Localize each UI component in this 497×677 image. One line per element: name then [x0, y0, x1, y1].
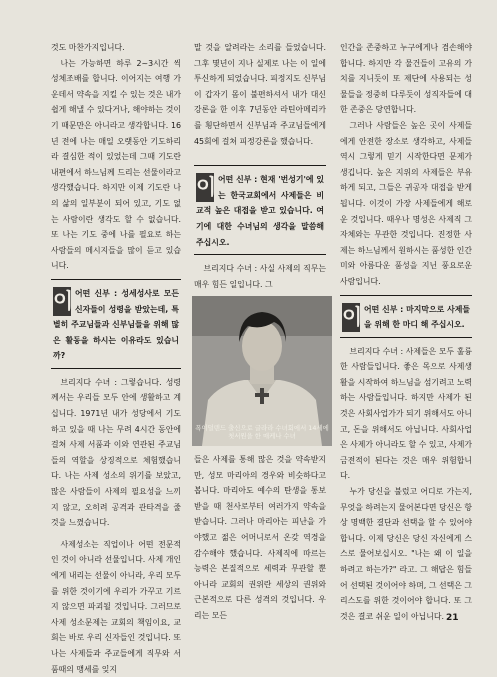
- paragraph: 브리지다 수녀 : 그렇습니다. 성령께서는 우리들 모두 안에 생활하고 계십니다. 1971년 내가 성당에서 기도하고 있을 때 나는 무려 4시간 동안에 걸쳐 사제 서품과 이와 연관된 주교님들의 역할을 상징적으로 체험했습니다. 나는 사제 성소의 위기를 보았고, 많은 사람들이 사제의 필요성을 느끼지 않고, 오히려 공격과 관타격을 줄 것을 느꼈습니다.: [51, 377, 181, 528]
- question: [342, 302, 470, 333]
- paragraph: 들은 사제를 통해 많은 것을 약속받지만, 성모 마리아의 경우와 비슷하다고 봅니다. 마리아도 예수의 탄생을 통보받을 때 천사로부터 여러가지 약속을 받습니다. 그러나 마리아는 피난을 가야했고 젊은 어머니로서 온갖 역경을 감수해야 했습니다. 사제직에 따르는 능력은 본질적으로 세력과 무관할 뿐 아니라 교회의 권위란 세상의 권위와 근본적으로 다른 성격의 것입니다. 우리는 모든: [194, 455, 326, 620]
- paragraph: 그러나 사람들은 높은 곳이 사제들에게 안전한 장소로 생각하고, 사제들 역시 그렇게 믿기 시작한다면 문제가 생깁니다. 높은 지위의 사제들은 부유하게 되고, 그들은 귀공자 대접을 받게 됩니다. 이것이 가장 사제들에게 해로운 것입니다. 때우나 명성은 사제직 그 자체와는 무관한 것입니다. 진정한 사제는 하느님께서 원하시는 품성한 인간미와 아름다운 품성을 지닌 풍요로운 사람입니다.: [340, 120, 472, 286]
- column-1: [51, 40, 181, 677]
- column-3: [340, 40, 472, 624]
- question-box: [194, 165, 326, 255]
- drop-cap: 이: [196, 173, 214, 202]
- drop-cap: 이: [53, 287, 71, 316]
- paragraph: 브리지다 수녀 : 사실 사제의 직무는 매우 힘든 일입니다. 그: [194, 264, 326, 289]
- question-text: 어떤 신부 : 현재 '번성기'에 있는 한국교회에서 사제들은 비교적 높은 대접을 받고 있습니다. 여기에 대한 수녀님의 생각을 말씀해 주십시오.: [196, 175, 324, 247]
- paragraph: 것도 마찬가지입니다.: [51, 43, 125, 52]
- question: [53, 286, 179, 364]
- question-text: 어떤 신부 : 마지막으로 사제들을 위해 한 마디 해 주십시오.: [364, 304, 470, 330]
- paragraph: 나는 가능하면 하루 2~3시간 씩 성체조배를 합니다. 이어지는 여행 가운데서 약속을 지킬 수 있는 것은 내가 쉽게 해낼 수 있다거나, 해야하는 것이기 때문만은 아니라고 생각합니다. 16년 전에 나는 매일 오랫동안 기도하리라 결심한 적이 있었는데 그때 기도란 내편에서 하느님께 드리는 선물이라고 생각했습니다. 하지만 이제 기도란 나의 삶의 일부분이 되어 있고, 기도 없는 사람이란 생각도 할 수 없습니다. 또 나는 기도 중에 나를 필요로 하는 사람들의 메시지들을 많이 듣고 있습니다.: [51, 58, 181, 271]
- nun-portrait-photo: [192, 296, 332, 446]
- column-2: [194, 40, 326, 292]
- paragraph: 누가 당신을 불렀고 어디로 가는지, 무엇을 하려는지 물어본다면 당신은 항상 명백한 결단과 선택을 할 수 있어야 합니다. 이제 당신은 당신 자신에게 스스로 물어보십시오. "나는 왜 이 일을 하려고 하는가?" 라고. 그 해답은 힘들어 선택된 것이어야 하며, 그 선택은 그리스도를 위한 것이어야 합니다. 또 그것은 결코 쉬운 일이 아닙니다.: [340, 487, 472, 621]
- question-box: [51, 279, 181, 369]
- question-box: [340, 295, 472, 338]
- paragraph: 사제성소는 직업이나 어떤 전문적인 것이 아니라 선물입니다. 사제 개인에게 내리는 선물이 아니라, 우리 모두를 위한 것이기에 우리가 가꾸고 기르지 않으면 파괴될 것입니다. 그러므로 사제 성소문제는 교회의 책임이요, 교회는 바로 우리 신자들인 것입니다. 또 나는 사제들과 주교들에게 직무와 서품때의 맹세를 잊지: [51, 539, 181, 674]
- photo-caption: 폭이덜덴드 출신으로 글라라 수녀회에서 14세에 첫서원을 한 매케나 수녀: [195, 423, 329, 441]
- question: [196, 172, 324, 250]
- question-text: 어떤 신부 : 성세성사로 모든 신자들이 성령을 받았는데, 특별히 주교님들과 신부님들을 위해 많은 활동을 하시는 이유라도 있습니까?: [53, 288, 179, 361]
- page-number: 21: [446, 613, 459, 623]
- column-2-lower: [194, 452, 326, 624]
- paragraph: 브리지다 수녀 : 사제들은 모두 훌륭한 사람들입니다. 좋은 목으로 사제생활을 시작하여 하느님을 섬기려고 노력하는 사람들입니다. 하지만 사제가 된 것은 사회사업가가 되기 위해서도 아니고, 돈을 위해서도 아닙니다. 사회사업은 사제가 아니라도 할 수 있고, 사제가 금전적이 된다는 것은 매우 위험합니다.: [340, 346, 472, 481]
- paragraph: 말 것을 알려라는 소리를 들었습니다. 그후 몇년이 지나 실제로 나는 이 일에 투신하게 되었습니다. 피정지도 신부님이 갑자기 몸이 불편하셔서 내가 대신 강론을 한 이후 7년동안 라틴아메리카를 횡단하면서 신부님과 주교님들에게 45회에 걸쳐 피정강론을 했습니다.: [194, 43, 326, 146]
- paragraph: 인간을 존중하고 누구에게나 겸손해야 합니다. 하지만 각 물건들이 고유의 가치를 지니듯이 또 제단에 사용되는 성물들을 정중히 다루듯이 성직자들에 대한 존중은 당연합니다.: [340, 43, 472, 115]
- drop-cap: 이: [342, 303, 360, 332]
